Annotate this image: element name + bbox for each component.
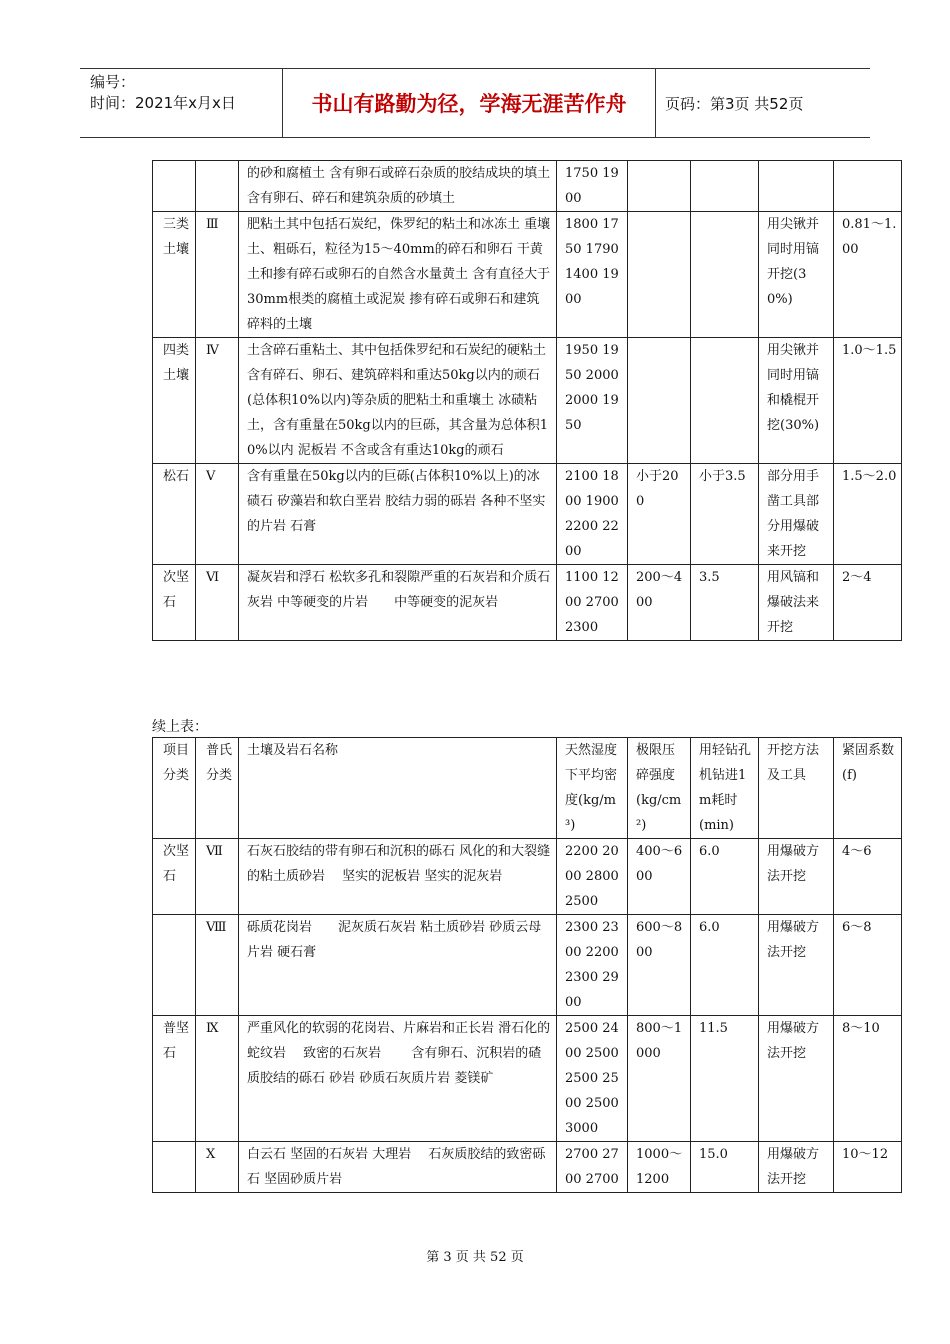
row-strength: [628, 338, 691, 464]
row-strength: [628, 212, 691, 338]
row-density: 2200 2000 2800 2500: [557, 839, 628, 915]
row-soil-rock-name: 凝灰岩和浮石 松软多孔和裂隙严重的石灰岩和介质石灰岩 中等硬变的片岩 中等硬变的泥灰岩: [239, 565, 557, 641]
row-category: 次坚石: [153, 839, 196, 915]
row-soil-rock-name: 的砂和腐植土 含有卵石或碎石杂质的胶结成块的填土 含有卵石、碎石和建筑杂质的砂填土: [239, 161, 557, 212]
row-method: 用爆破方法开挖: [759, 1142, 834, 1193]
row-coefficient: 6～8: [834, 915, 902, 1016]
row-method: 用爆破方法开挖: [759, 1016, 834, 1142]
header-name: 土壤及岩石名称: [239, 738, 557, 839]
rock-classification-table-continued: [152, 737, 902, 1193]
document-number-label: 编号：: [90, 73, 136, 91]
header-category: 项目分类: [153, 738, 196, 839]
row-category: [153, 915, 196, 1016]
row-strength: 600～800: [628, 915, 691, 1016]
header-coefficient: 紧固系数 (f): [834, 738, 902, 839]
row-grade: Ⅷ: [196, 915, 239, 1016]
row-method: 用爆破方法开挖: [759, 839, 834, 915]
table1-body: [153, 161, 902, 641]
row-soil-rock-name: 肥粘土其中包括石炭纪，侏罗纪的粘土和冰冻土 重壤土、粗砾石，粒径为15～40mm的碎石和卵石 干黄土和掺有碎石或卵石的自然含水量黄土 含有直径大于30mm根类的腐植土或泥炭 掺有碎石或卵石和建筑碎料的土壤: [239, 212, 557, 338]
row-grade: Ⅶ: [196, 839, 239, 915]
table-header-row: [153, 738, 902, 839]
row-grade: Ⅵ: [196, 565, 239, 641]
row-drill-time: 6.0: [691, 839, 759, 915]
row-coefficient: 0.81～1.00: [834, 212, 902, 338]
row-method: 用尖锹并同时用镐开挖(30%): [759, 212, 834, 338]
row-drill-time: 3.5: [691, 565, 759, 641]
header-page-label: 页码：第3页 共52页: [665, 94, 804, 113]
table-row: [153, 464, 902, 565]
row-drill-time: 15.0: [691, 1142, 759, 1193]
header-density: 天然湿度下平均密度(kg/m³): [557, 738, 628, 839]
rock-classification-table: [152, 160, 902, 641]
document-time-label: 时间：2021年x月x日: [90, 94, 236, 112]
row-strength: [628, 161, 691, 212]
table-row: [153, 839, 902, 915]
row-coefficient: [834, 161, 902, 212]
row-strength: 1000～1200: [628, 1142, 691, 1193]
page-footer: 第 3 页 共 52 页: [426, 1250, 524, 1265]
row-grade: [196, 161, 239, 212]
row-grade: Ⅸ: [196, 1016, 239, 1142]
table-row: [153, 212, 902, 338]
row-grade: Ⅲ: [196, 212, 239, 338]
row-soil-rock-name: 土含碎石重粘土、其中包括侏罗纪和石炭纪的硬粘土 含有碎石、卵石、建筑碎料和重达50kg以内的顽石(总体积10%以内)等杂质的肥粘土和重壤土 冰碛粘土，含有重量在50kg以内的巨砾，其含量为总体积10%以内 泥板岩 不含或含有重达10kg的顽石: [239, 338, 557, 464]
row-coefficient: 8～10: [834, 1016, 902, 1142]
row-density: 2700 2700 2700: [557, 1142, 628, 1193]
row-drill-time: 小于3.5: [691, 464, 759, 565]
table2-body: [153, 839, 902, 1193]
continued-label: 续上表：: [152, 719, 208, 735]
header-meta: [80, 69, 282, 140]
row-coefficient: 1.0～1.5: [834, 338, 902, 464]
header-drill-time: 用轻钻孔机钻进1m耗时(min): [691, 738, 759, 839]
row-density: 2500 2400 2500 2500 2500 2500 3000: [557, 1016, 628, 1142]
row-grade: Ⅴ: [196, 464, 239, 565]
row-soil-rock-name: 石灰石胶结的带有卵石和沉积的砾石 风化的和大裂缝的粘土质砂岩 坚实的泥板岩 坚实的泥灰岩: [239, 839, 557, 915]
row-soil-rock-name: 含有重量在50kg以内的巨砾(占体积10%以上)的冰碛石 矽藻岩和软白垩岩 胶结力弱的砾岩 各种不坚实的片岩 石膏: [239, 464, 557, 565]
row-category: 普坚石: [153, 1016, 196, 1142]
row-soil-rock-name: 砾质花岗岩 泥灰质石灰岩 粘土质砂岩 砂质云母片岩 硬石膏: [239, 915, 557, 1016]
row-drill-time: 6.0: [691, 915, 759, 1016]
header-grade: 普氏分类: [196, 738, 239, 839]
row-density: 2100 1800 1900 2200 2200: [557, 464, 628, 565]
row-strength: 小于200: [628, 464, 691, 565]
table-row: [153, 338, 902, 464]
row-density: 1800 1750 1790 1400 1900: [557, 212, 628, 338]
row-method: [759, 161, 834, 212]
row-category: 三类土壤: [153, 212, 196, 338]
row-density: 2300 2300 2200 2300 2900: [557, 915, 628, 1016]
row-coefficient: 4～6: [834, 839, 902, 915]
row-method: 用爆破方法开挖: [759, 915, 834, 1016]
row-grade: Ⅹ: [196, 1142, 239, 1193]
row-category: [153, 1142, 196, 1193]
table-row: [153, 915, 902, 1016]
row-drill-time: [691, 338, 759, 464]
row-drill-time: [691, 212, 759, 338]
row-soil-rock-name: 严重风化的软弱的花岗岩、片麻岩和正长岩 滑石化的蛇纹岩 致密的石灰岩 含有卵石、沉积岩的碴质胶结的砾石 砂岩 砂质石灰质片岩 菱镁矿: [239, 1016, 557, 1142]
row-method: 用风镐和爆破法来开挖: [759, 565, 834, 641]
row-density: 1950 1950 2000 2000 1950: [557, 338, 628, 464]
row-coefficient: 2～4: [834, 565, 902, 641]
row-drill-time: 11.5: [691, 1016, 759, 1142]
row-category: 次坚石: [153, 565, 196, 641]
row-density: 1100 1200 2700 2300: [557, 565, 628, 641]
row-grade: Ⅳ: [196, 338, 239, 464]
row-coefficient: 1.5～2.0: [834, 464, 902, 565]
header-strength: 极限压碎强度(kg/cm²): [628, 738, 691, 839]
header-method: 开挖方法及工具: [759, 738, 834, 839]
table-row: [153, 565, 902, 641]
row-strength: 800～1000: [628, 1016, 691, 1142]
table-row: [153, 1016, 902, 1142]
row-category: [153, 161, 196, 212]
header-motto: 书山有路勤为径，学海无涯苦作舟: [282, 69, 656, 137]
row-method: 用尖锹并同时用镐和橇棍开挖(30%): [759, 338, 834, 464]
table-row: [153, 1142, 902, 1193]
row-category: 松石: [153, 464, 196, 565]
row-category: 四类土壤: [153, 338, 196, 464]
row-density: 1750 1900: [557, 161, 628, 212]
row-coefficient: 10～12: [834, 1142, 902, 1193]
row-strength: 200～400: [628, 565, 691, 641]
table-row: [153, 161, 902, 212]
row-drill-time: [691, 161, 759, 212]
row-strength: 400～600: [628, 839, 691, 915]
row-soil-rock-name: 白云石 坚固的石灰岩 大理岩 石灰质胶结的致密砾石 坚固砂质片岩: [239, 1142, 557, 1193]
row-method: 部分用手凿工具部分用爆破来开挖: [759, 464, 834, 565]
page-header: [80, 68, 870, 138]
